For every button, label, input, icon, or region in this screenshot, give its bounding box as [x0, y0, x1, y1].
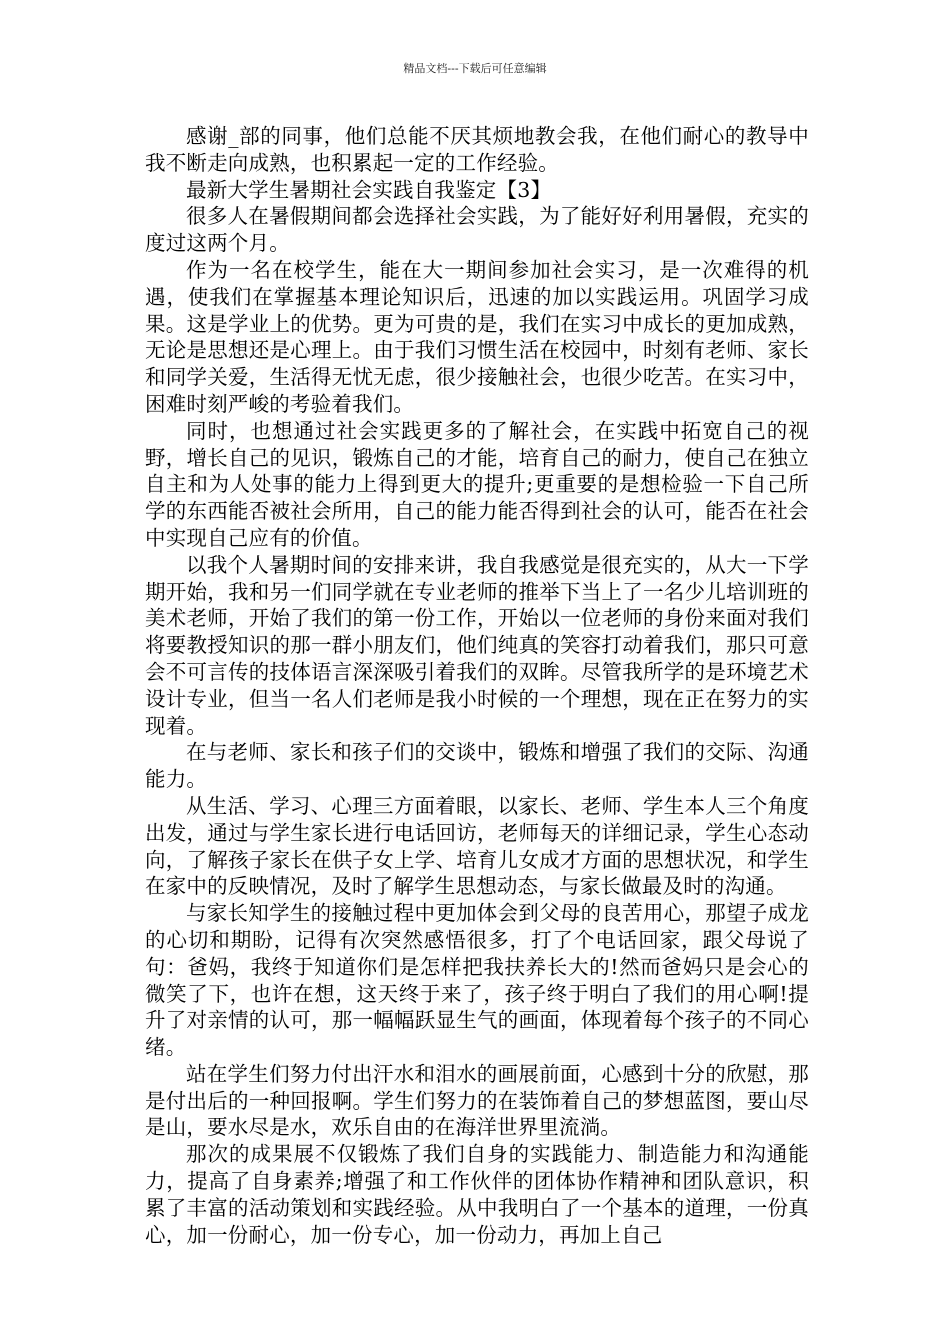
paragraph-approach: 从生活、学习、心理三方面着眼，以家长、老师、学生本人三个角度出发，通过与学生家长进行电话回访，老师每天的详细记录，学生心态动向，了解孩子家长在供子女上学、培育儿女成才方面的思想状况，和学生在家中的反映情况，及时了解学生思想动态，与家长做最及时的沟通。 — [145, 793, 809, 899]
paragraph-intro: 很多人在暑假期间都会选择社会实践，为了能好好利用暑假，充实的度过这两个月。 — [145, 204, 809, 256]
section-heading: 最新大学生暑期社会实践自我鉴定【3】 — [186, 177, 552, 202]
document-body — [145, 123, 809, 1248]
paragraph-parents: 与家长知学生的接触过程中更加体会到父母的良苦用心，那望子成龙的心切和期盼，记得有次突然感悟很多，打了个电话回家，跟父母说了句：爸妈，我终于知道你们是怎样把我扶养长大的!然而爸妈只是会心的微笑了下，也许在想，这天终于来了，孩子终于明白了我们的用心啊!提升了对亲情的认可，那一幅幅跃显生气的画面，体现着每个孩子的不同心绪。 — [145, 901, 809, 1060]
paragraph-purpose: 同时，也想通过社会实践更多的了解社会，在实践中拓宽自己的视野，增长自己的见识，锻炼自己的才能，培育自己的耐力，使自己在独立自主和为人处事的能力上得到更大的提升;更重要的是想检验一下自己所学的东西能否被社会所用，自己的能力能否得到社会的认可，能否在社会中实现自己应有的价值。 — [145, 418, 809, 550]
paragraph-results: 那次的成果展不仅锻炼了我们自身的实践能力、制造能力和沟通能力，提高了自身素养;增强了和工作伙伴的团体协作精神和团队意识，积累了丰富的活动策划和实践经验。从中我明白了一个基本的道理，一份真心，加一份耐心，加一份专心，加一份动力，再加上自己 — [145, 1142, 809, 1247]
paragraph-opportunity: 作为一名在校学生，能在大一期间参加社会实习，是一次难得的机遇，使我们在掌握基本理论知识后，迅速的加以实践运用。巩固学习成果。这是学业上的优势。更为可贵的是，我们在实习中成长的更加成熟，无论是思想还是心理上。由于我们习惯生活在校园中，时刻有老师、家长和同学关爱，生活得无忧无虑，很少接触社会，也很少吃苦。在实习中，困难时刻严峻的考验着我们。 — [145, 257, 809, 416]
paragraph-exhibition: 站在学生们努力付出汗水和泪水的画展前面，心感到十分的欣慰，那是付出后的一种回报啊。学生们努力的在装饰着自己的梦想蓝图，要山尽是山，要水尽是水，欢乐自由的在海洋世界里流淌。 — [145, 1061, 809, 1140]
paragraph-communication: 在与老师、家长和孩子们的交谈中，锻炼和增强了我们的交际、沟通能力。 — [145, 740, 809, 792]
paragraph-thanks: 感谢_部的同事，他们总能不厌其烦地教会我，在他们耐心的教导中我不断走向成熟，也积累起一定的工作经验。 — [145, 124, 809, 175]
page-header: 精品文档---下载后可任意编辑 — [403, 62, 547, 75]
paragraph-schedule: 以我个人暑期时间的安排来讲，我自我感觉是很充实的，从大一下学期开始，我和另一们同学就在专业老师的推举下当上了一名少儿培训班的美术老师，开始了我们的第一份工作，开始以一位老师的身份来面对我们将要教授知识的那一群小朋友们，他们纯真的笑容打动着我们，那只可意会不可言传的技体语言深深吸引着我们的双眸。尽管我所学的是环境艺术设计专业，但当一名人们老师是我小时候的一个理想，现在正在努力的实现着。 — [145, 552, 809, 738]
